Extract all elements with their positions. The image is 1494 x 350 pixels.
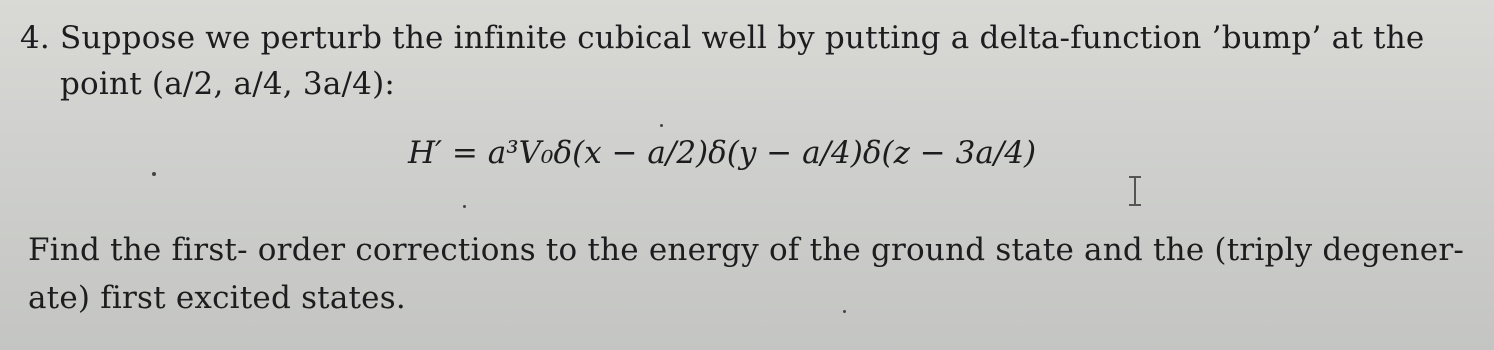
problem-line-4: ate) first excited states. [28, 280, 406, 316]
perturbation-equation: H′ = a³V₀δ(x − a/2)δ(y − a/4)δ(z − 3a/4) [408, 135, 1037, 171]
paper-speck [660, 124, 663, 127]
paper-speck [843, 310, 846, 313]
i-beam-cursor-icon [1128, 176, 1142, 206]
problem-line-3: Find the first- order corrections to the energy of the ground state and the (triply degener- [28, 232, 1465, 268]
problem-line-2: point (a/2, a/4, 3a/4): [60, 66, 396, 102]
paper-speck [463, 205, 466, 208]
paper-speck [152, 172, 156, 176]
problem-line-1: 4. Suppose we perturb the infinite cubical well by putting a delta-function ’bump’ at the [20, 20, 1425, 56]
